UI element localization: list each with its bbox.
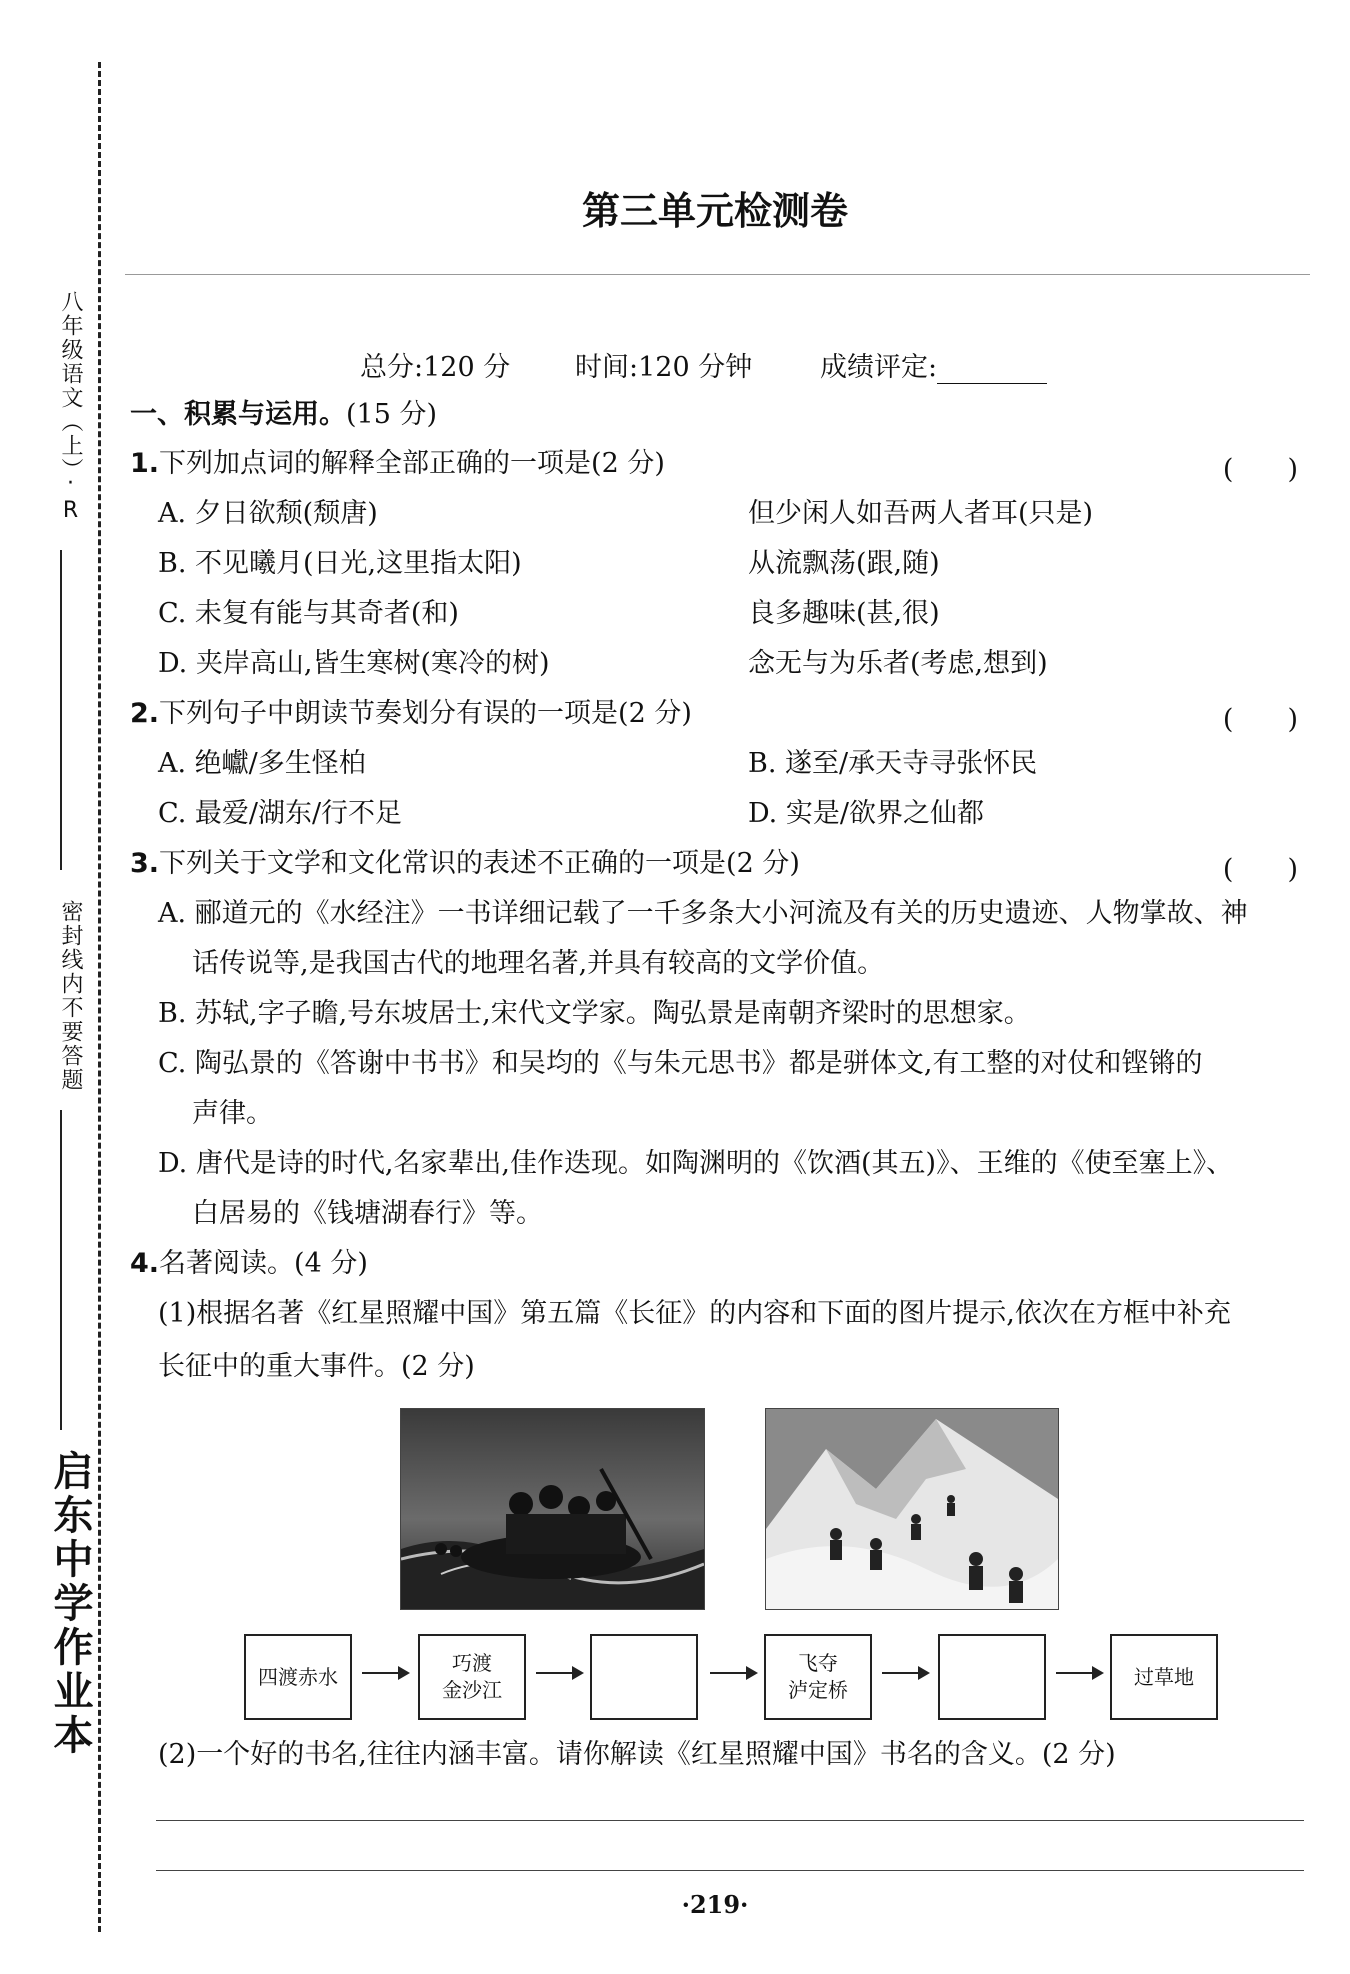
side-grade-label: 八年级语文（上）·R xyxy=(58,290,83,525)
flow-arrow-icon xyxy=(362,1672,408,1674)
answer-line-2[interactable] xyxy=(156,1870,1304,1871)
page-number: ·219· xyxy=(681,1890,749,1919)
section-heading: 一、积累与运用。(15 分) xyxy=(130,399,438,430)
grade-blank[interactable] xyxy=(937,357,1047,384)
q3-answer-paren[interactable]: ( ) xyxy=(1222,854,1298,885)
q4-part1-line1: (1)根据名著《红星照耀中国》第五篇《长征》的内容和下面的图片提示,依次在方框中补充 xyxy=(158,1298,1231,1329)
q2-stem: 2.下列句子中朗读节奏划分有误的一项是(2 分) xyxy=(130,698,692,729)
flow-box-2: 巧渡 金沙江 xyxy=(418,1634,526,1720)
q3-option-c-line2: 声律。 xyxy=(192,1098,273,1129)
flow-arrow-icon xyxy=(882,1672,928,1674)
q3-option-a-line2: 话传说等,是我国古代的地理名著,并具有较高的文学价值。 xyxy=(192,948,885,979)
q1-option-c-left: C. 未复有能与其奇者(和) xyxy=(158,598,459,629)
q3-stem: 3.下列关于文学和文化常识的表述不正确的一项是(2 分) xyxy=(130,848,800,879)
q2-option-a: A. 绝巘/多生怪柏 xyxy=(158,748,366,779)
total-score: 总分:120 分 xyxy=(360,352,511,383)
title-divider xyxy=(125,274,1310,275)
q1-option-b-left: B. 不见曦月(日光,这里指太阳) xyxy=(158,548,522,579)
q1-stem: 1.下列加点词的解释全部正确的一项是(2 分) xyxy=(130,448,665,479)
q1-option-a-left: A. 夕日欲颓(颓唐) xyxy=(158,498,378,529)
flow-arrow-icon xyxy=(1056,1672,1102,1674)
q3-option-d-line1: D. 唐代是诗的时代,名家辈出,佳作迭现。如陶渊明的《饮酒(其五)》、王维的《使至塞上》、 xyxy=(158,1148,1234,1179)
q1-option-d-right: 念无与为乐者(考虑,想到) xyxy=(748,648,1048,679)
q1-answer-paren[interactable]: ( ) xyxy=(1222,454,1298,485)
q1-option-d-left: D. 夹岸高山,皆生寒树(寒冷的树) xyxy=(158,648,550,679)
q4-part1-line2: 长征中的重大事件。(2 分) xyxy=(158,1351,475,1382)
flow-arrow-icon xyxy=(710,1672,756,1674)
q2-answer-paren[interactable]: ( ) xyxy=(1222,704,1298,735)
snow-mountain-illustration xyxy=(765,1408,1059,1610)
q3-option-d-line2: 白居易的《钱塘湖春行》等。 xyxy=(192,1198,543,1229)
q1-option-a-right: 但少闲人如吾两人者耳(只是) xyxy=(748,498,1094,529)
exam-time: 时间:120 分钟 xyxy=(575,352,753,383)
flow-box-6: 过草地 xyxy=(1110,1634,1218,1720)
page-title: 第三单元检测卷 xyxy=(581,189,848,233)
q4-stem: 4.名著阅读。(4 分) xyxy=(130,1248,368,1279)
river-crossing-illustration xyxy=(400,1408,705,1610)
q1-option-b-right: 从流飘荡(跟,随) xyxy=(748,548,940,579)
side-rule-bottom xyxy=(60,1110,62,1430)
q2-option-b: B. 遂至/承天寺寻张怀民 xyxy=(748,748,1038,779)
side-school-name: 启东中学作业本 xyxy=(47,1450,93,1758)
grade-label: 成绩评定: xyxy=(820,345,1047,384)
q3-option-a-line1: A. 郦道元的《水经注》一书详细记载了一千多条大小河流及有关的历史遗迹、人物掌故、神 xyxy=(158,898,1248,929)
flow-arrow-icon xyxy=(536,1672,582,1674)
side-seal-notice: 密封线内不要答题 xyxy=(58,900,83,1092)
side-rule-top xyxy=(60,550,62,870)
q3-option-b: B. 苏轼,字子瞻,号东坡居士,宋代文学家。陶弘景是南朝齐梁时的思想家。 xyxy=(158,998,1031,1029)
q2-option-c: C. 最爱/湖东/行不足 xyxy=(158,798,403,829)
flow-box-4: 飞夺 泸定桥 xyxy=(764,1634,872,1720)
answer-line-1[interactable] xyxy=(156,1820,1304,1821)
q2-option-d: D. 实是/欲界之仙都 xyxy=(748,798,984,829)
q3-option-c-line1: C. 陶弘景的《答谢中书书》和吴均的《与朱元思书》都是骈体文,有工整的对仗和铿锵的 xyxy=(158,1048,1203,1079)
q4-part2: (2)一个好的书名,往往内涵丰富。请你解读《红星照耀中国》书名的含义。(2 分) xyxy=(158,1739,1116,1770)
q1-option-c-right: 良多趣味(甚,很) xyxy=(748,598,940,629)
flow-box-3-blank[interactable] xyxy=(590,1634,698,1720)
flow-box-5-blank[interactable] xyxy=(938,1634,1046,1720)
flow-box-1: 四渡赤水 xyxy=(244,1634,352,1720)
